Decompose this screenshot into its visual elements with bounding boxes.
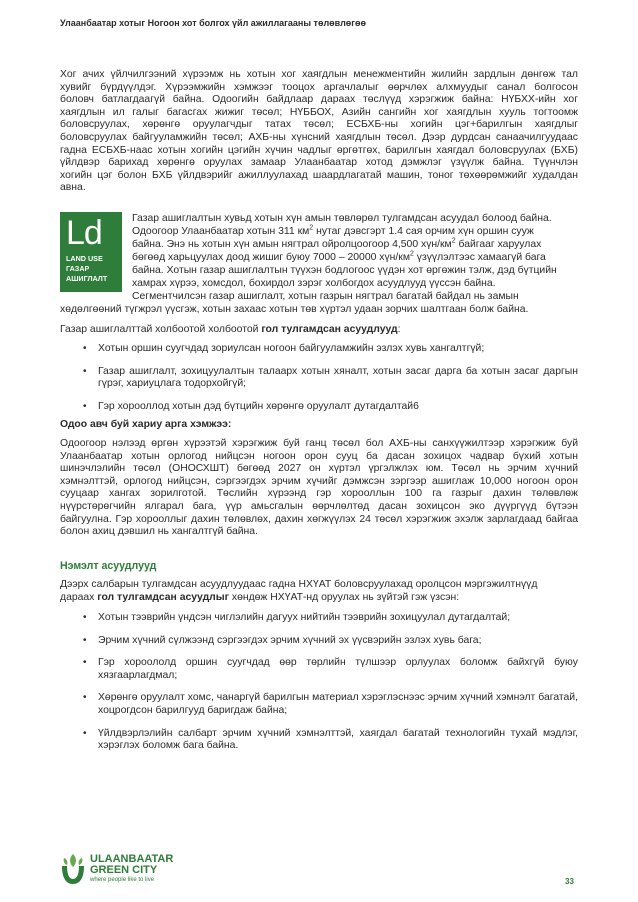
current-actions-line: шинэчлэлийн төсөл (ОНОСХШТ) бөгөөд 2027 он хүртэл үргэлжлэх юм. Төсөл нь эрчим хүчний [60,463,578,475]
land-use-line: бөгөөд харьцуулах доод жишиг буюу 7000 – 20000 хүн/$км^2$ үзүүлэлтээс хамаагүй бага [132,250,546,263]
current-actions-paragraph [60,438,578,539]
page-number: 33 [565,877,574,886]
current-actions-line: Одоогоор нэлээд өргөн хүрээтэй хэрэгжиж буй ганц төсөл бол АХБ-ны санхүүжилтээр хэрэгжиж буй [60,438,578,449]
land-use-line: Одоогоор Улаанбаатар хотын 311 $км^2$ нутаг дэвсгэрт 1.4 сая орчим хүн оршин сууж [132,224,534,237]
additional-intro: Дээрх салбарын тулгамдсан асуудлуудаас гадна НХҮАТ боловсруулахад оролцсон мэргэжилтнүүд дараах гол тулгамдсан асуудлыг хөндөж НХҮАТ-нд оруулах нь зүйтэй гэж үзсэн: [60,579,538,603]
land-use-line: хамрах хүрээ, хомсдол, бохирдол зэрэг холбогдох асуудлууд үүссэн байна. [132,278,496,289]
bullet-icon: • [83,612,87,623]
logo-line-1: ULAANBAATAR [90,853,174,865]
city-leaf-icon [60,852,86,888]
intro-line: хогийн цэг болон БХБ үйлдвэрийг ажиллуулахад шаардлагатай машин, тоног төхөөрөмжийг худалдан [60,169,578,181]
logo-tagline: where people like to live [90,877,155,883]
list-item: • Гэр хороололд оршин суугчдад өөр төрлийн түлшээр орлуулах боломж байхгүй буюу хязгаарлагдмал; [83,657,578,681]
icon-label-en: LAND USE [66,254,103,263]
list-item: • Хөрөнгө оруулалт хомс, чанаргүй барилгын материал хэрэглэснээс эрчим хүчний хэмнэлт багатай, хоцрогдсон барилгууд баригдаж байна; [83,692,578,716]
bullet-icon: • [83,692,87,704]
intro-line: гадна ЕСБХБ-наас хотын хогийн цэгийн хүчин чадлыг өргөтгөх, барилгын хаягдал боловсруулах (БХБ) [60,144,578,156]
intro-line: боловсруулах байгууламжийн төсөл; АХБ-ны хүнсний хаягдлын төсөл. Дээр дурдсан санаачилгуудаас [60,131,578,143]
intro-line: боловч батлагдаагүй байна. Одоогийн байдлаар дараах төслүүд хэрэгжиж байна: НҮБХХ-ийн хог [60,94,578,106]
bullet-icon: • [83,365,87,377]
additional-issues-list [60,612,578,753]
bullet-icon: • [83,400,87,412]
list-item: • Гэр хорооллод хотын дэд бүтцийн хөрөнгө оруулалт дутагдалтай6 [83,400,419,412]
list-item: • Үйлдвэрлэлийн салбарт эрчим хүчний хэмнэлттэй, хаягдал багатай технологийн тухай мэдлэг, хэрэглэх боломж бага байна. [83,727,578,752]
intro-line: хаягдлын ил галыг багасгах жижиг төсөл; НҮББОХ, Азийн сангийн хог хаягдлын хууль тогтоомж [60,106,578,118]
intro-paragraph [60,69,578,195]
page-header: Улаанбаатар хотыг Ногоон хот болгох үйл ажиллагааны төлөвлөгөө [60,18,367,28]
list-item: • Хотын тээврийн үндсэн чиглэлийн дагуух нийтийн тээврийн зохицуулал дутагдалтай; [83,612,511,623]
ulaanbaatar-green-city-logo [60,850,180,890]
land-use-line: хөдөлгөөний түгжрэл үүсгэж, хотын захаас хотын төв хүртэл удаан зорчих шалтгаан болж байна. [60,304,529,315]
bullet-icon: • [83,343,87,354]
land-use-icon [60,212,122,292]
land-use-line: байна. Энэ нь хотын хүн амын нягтрал ойролцоогоор 4,500 хүн/$км^2$ байгааг харуулах [132,237,542,250]
bullet-icon: • [83,727,87,739]
issues-intro: Газар ашиглалттай холбоотой холбоотой гол тулгамдсан асуудлууд: [60,324,401,335]
ld-symbol: Ld [66,214,102,252]
intro-line: хувийг бүрдүүлдэг. Хүрээмжийн хэмжээг тооцох аргачлалыг өөрчлөх алхмуудыг санал болгосон [60,81,578,93]
list-item: • Эрчим хүчний сүлжээнд сэргээгдэх эрчим хүчний эх үүсвэрийн эзлэх хувь бага; [83,634,482,646]
current-actions-heading: Одоо авч буй хариу арга хэмжээ: [60,419,232,430]
current-actions-line: нүүрстөрөгчийн ялгарал бага, үүр амьсгалын өөрчлөлтөд дасан зохицсон эко дүүргүүд бүтээн [60,500,578,512]
current-actions-line: болон ахиц дэвшил нь хангалтгүй байна. [60,526,258,538]
intro-line: Хог ачих үйлчилгээний хүрээмж нь хотын хог хаягдлын менежментийн жилийн зардлын дөнгөж тал [60,69,578,80]
current-actions-line: Улаанбаатар хотын орлогод нийцсэн ногоон орон сууц ба дасан зохицох чадвар бүхий хотын [60,450,578,462]
logo-line-2: GREEN CITY [90,864,158,876]
land-use-line: байна. Хотын газар ашиглалтын түүхэн бодлогоос үүдэн хот өргөжин тэлж, дэд бүтцийн [132,265,557,276]
issues-list [60,343,578,413]
bullet-icon: • [83,634,87,646]
intro-line: үйлдвэр барихад хөрөнгө оруулах замаар Улаанбаатар хотод дэмжлэг үзүүлж байна. Түүнчлэн [60,157,578,169]
additional-issues-heading: Нэмэлт асуудлууд [60,560,157,572]
list-item: • Газар ашиглалт, зохицуулалтын талаарх хотын хяналт, хотын засаг дарга ба хотын засаг даргын гүрэг, хариуцлага тодорхойгүй; [83,365,578,390]
icon-label-mn-1: ГАЗАР [66,264,90,273]
icon-label-mn-2: АШИГЛАЛТ [66,274,108,283]
current-actions-line: сууцаар хангах зорилготой. Төслийн хүрээнд гэр хорооллын 100 га газрыг дахин төлөвлөж [60,488,578,500]
intro-line: авна. [60,182,86,194]
list-item: • Хотын оршин суугчдад зориулсан ногоон байгууламжийн эзлэх хувь хангалтгүй; [83,343,485,354]
intro-line: боловсруулах, хөрөнгө оруулагчдыг татах төсөл; ЕСБХБ-ны хогийн цэг+барилгын хаягдлыг [60,119,578,131]
land-use-line: Сегментчилсэн газар ашиглалт, хотын газрын нягтрал багатай байдал нь замын [132,291,519,302]
current-actions-line: хэмнэлттэй, орлогод нийцсэн, сэргээгдэх эрчим хүчийг дэмжсэн зэргээр ашиглаж 10,000 ногоон орон [60,475,578,487]
bullet-icon: • [83,657,87,669]
land-use-line: Газар ашиглалтын хувьд хотын хүн амын төвлөрөл тулгамдсан асуудал болоод байна. [132,213,552,224]
current-actions-line: байгуулна. Гэр хорооллыг дахин төлөвлөх, дахин хөгжүүлэх 24 төсөл хэрэгжиж эхэлж зарлагдаад байгаа [60,513,578,525]
